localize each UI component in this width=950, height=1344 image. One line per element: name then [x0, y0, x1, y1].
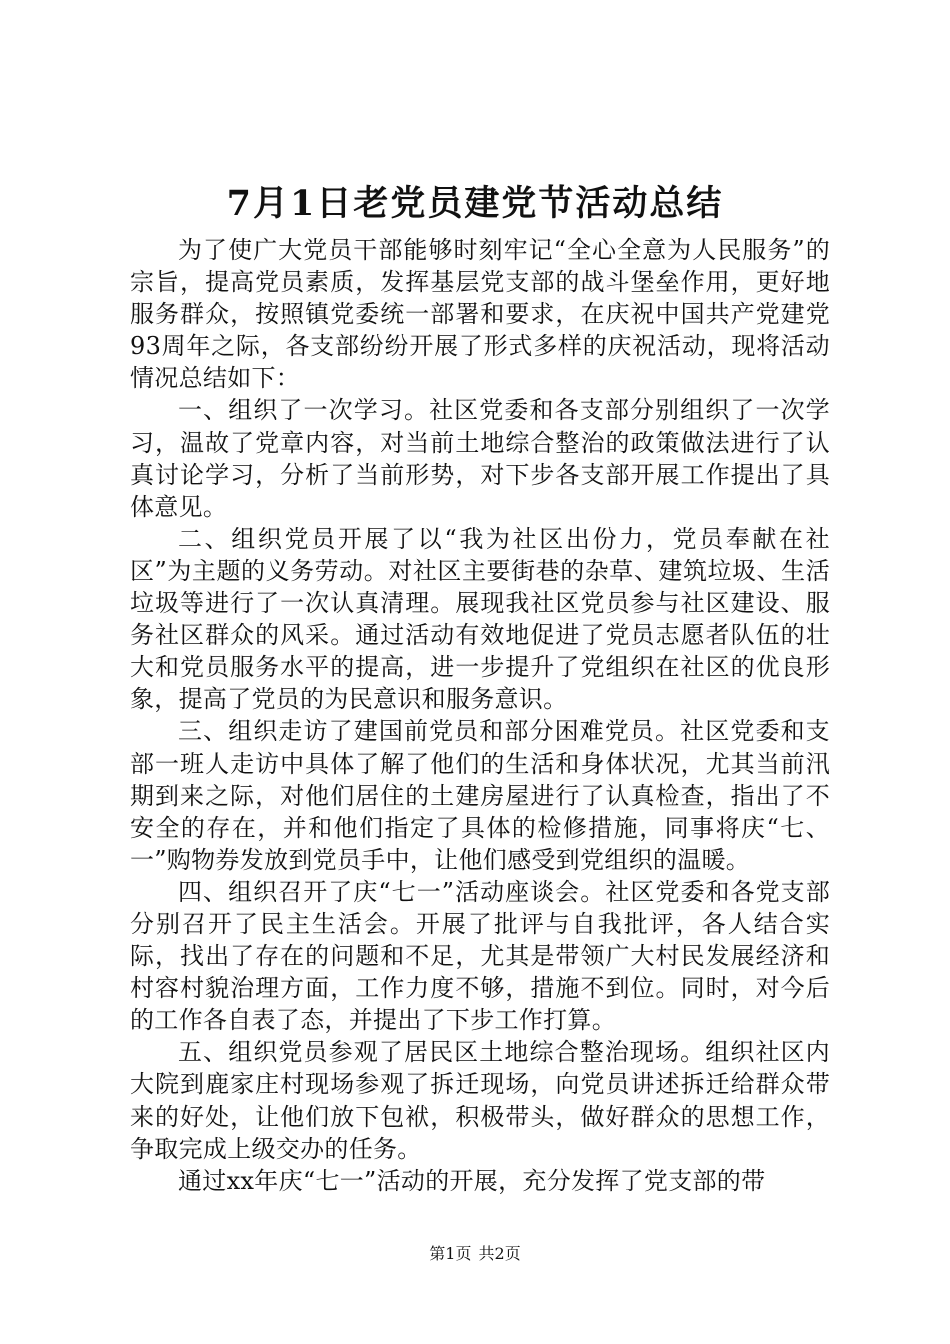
paragraph-section-3: 三、组织走访了建国前党员和部分困难党员。社区党委和支部一班人走访中具体了解了他们的生活和身体状况，尤其当前汛期到来之际，对他们居住的土建房屋进行了认真检查，指出了不安全的存在，并和他们指定了具体的检修措施，同事将庆“七、一”购物券发放到党员手中，让他们感受到党组织的温暖。: [130, 717, 830, 874]
document-body: [130, 234, 830, 1197]
page-number: 第1页: [429, 1244, 472, 1263]
paragraph-section-2: 二、组织党员开展了以“我为社区出份力，党员奉献在社区”为主题的义务劳动。对社区主要街巷的杂草、建筑垃圾、生活垃圾等进行了一次认真清理。展现我社区党员参与社区建设、服务社区群众的风采。通过活动有效地促进了党员志愿者队伍的壮大和党员服务水平的提高，进一步提升了党组织在社区的优良形象，提高了党员的为民意识和服务意识。: [130, 524, 830, 714]
paragraph-section-1: 一、组织了一次学习。社区党委和各支部分别组织了一次学习，温故了党章内容，对当前土地综合整治的政策做法进行了认真讨论学习，分析了当前形势，对下步各支部开展工作提出了具体意见。: [130, 396, 830, 521]
page-footer: [0, 1244, 950, 1264]
paragraph-conclusion: 通过xx年庆“七一”活动的开展，充分发挥了党支部的带: [178, 1166, 766, 1195]
document-title: 7月1日老党员建党节活动总结: [226, 183, 724, 224]
paragraph-section-4: 四、组织召开了庆“七一”活动座谈会。社区党委和各党支部分别召开了民主生活会。开展了批评与自我批评，各人结合实际，找出了存在的问题和不足，尤其是带领广大村民发展经济和村容村貌治理方面，工作力度不够，措施不到位。同时，对今后的工作各自表了态，并提出了下步工作打算。: [130, 877, 830, 1035]
paragraph-intro: 为了使广大党员干部能够时刻牢记“全心全意为人民服务”的宗旨，提高党员素质，发挥基层党支部的战斗堡垒作用，更好地服务群众，按照镇党委统一部署和要求，在庆祝中国共产党建党93周年之际，各支部纷纷开展了形式多样的庆祝活动，现将活动情况总结如下：: [130, 236, 830, 393]
paragraph-section-5: 五、组织党员参观了居民区土地综合整治现场。组织社区内大院到鹿家庄村现场参观了拆迁现场，向党员讲述拆迁给群众带来的好处，让他们放下包袱，积极带头，做好群众的思想工作，争取完成上级交办的任务。: [130, 1038, 830, 1163]
page-total: 共2页: [478, 1244, 521, 1263]
